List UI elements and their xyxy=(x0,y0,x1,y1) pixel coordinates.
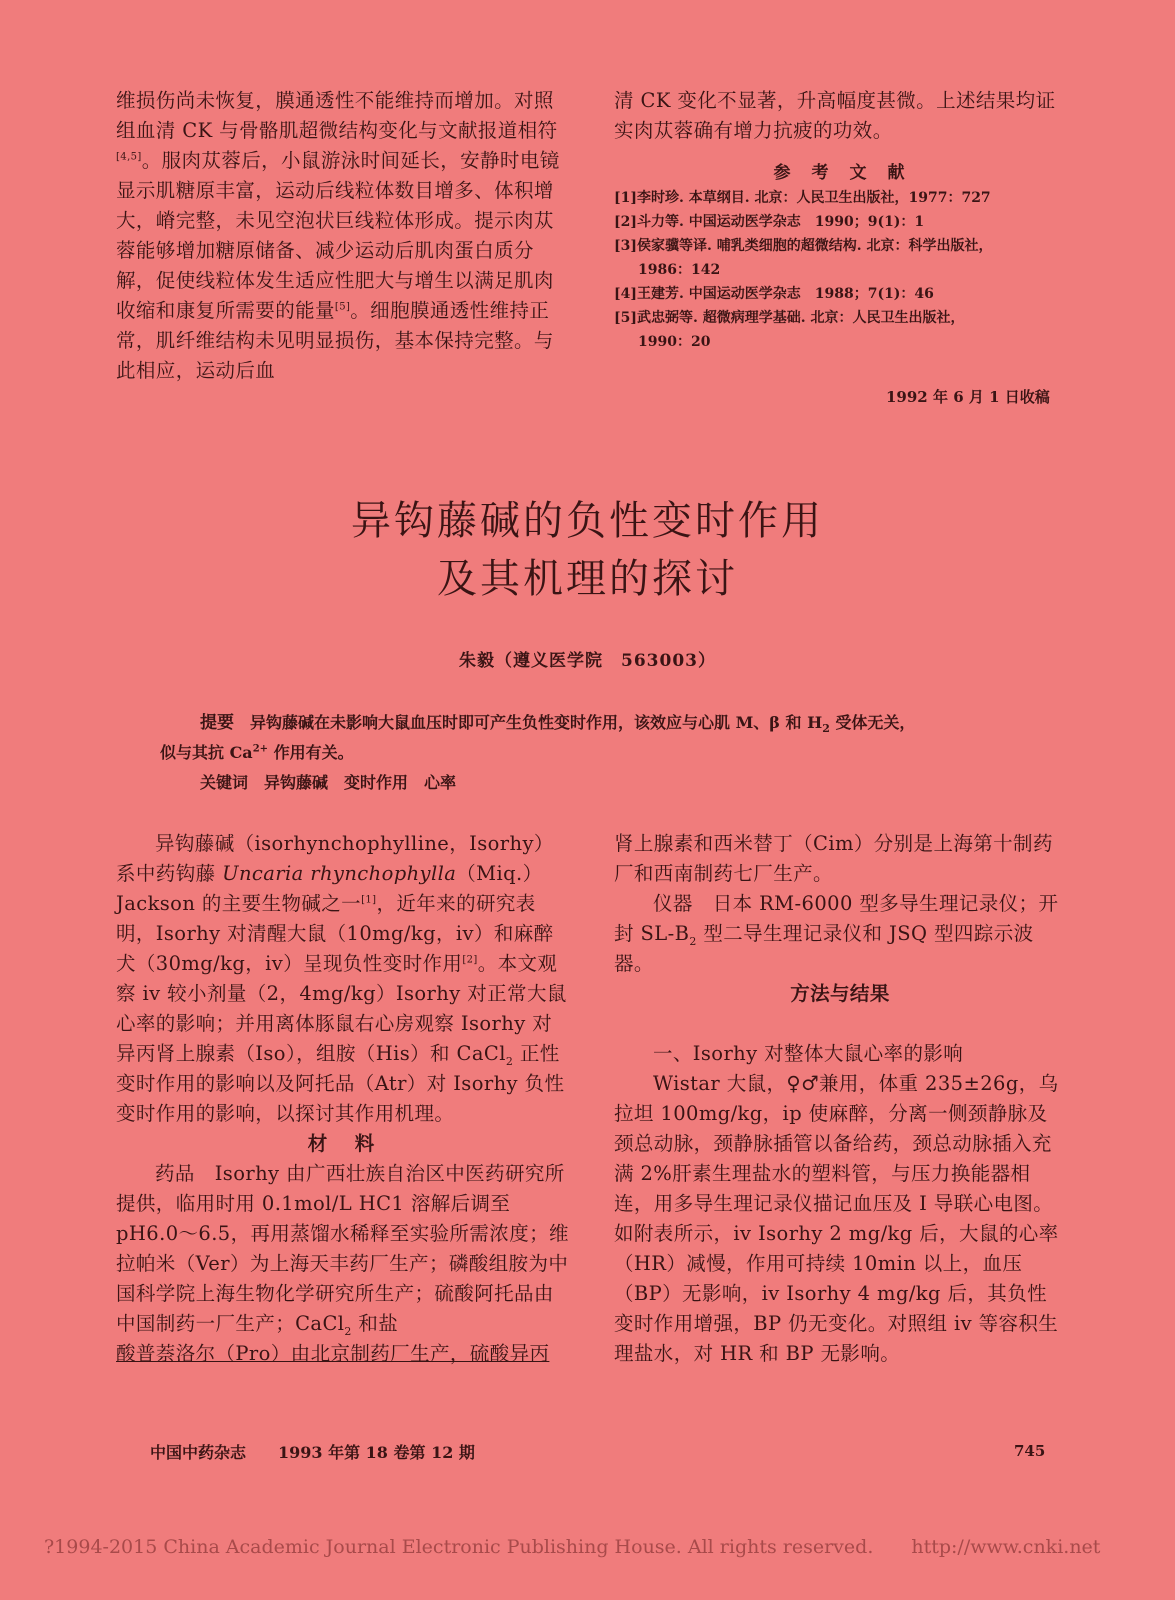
top-left-paragraph: 维损伤尚未恢复，膜通透性不能维持而增加。对照组血清 CK 与骨骼肌超微结构变化与文献报道相符[4,5]。服肉苁蓉后，小鼠游泳时间延长，安静时电镜显示肌糖原丰富，运动后线粒体数目增多、体积增大，嵴完整，未见空泡状巨线粒体形成。提示肉苁蓉能够增加糖原储备、减少运动后肌肉蛋白质分解，促使线粒体发生适应性肥大与增生以满足肌肉收缩和康复所需要的能量[5]。细胞膜通透性维持正常，肌纤维结构未见明显损伤，基本保持完整。与此相应，运动后血 xyxy=(116,89,560,382)
reference-item: [5]武忠弼等. 超微病理学基础. 北京：人民卫生出版社， xyxy=(614,310,965,326)
keywords-list: 异钩藤碱 变时作用 心率 xyxy=(264,773,457,792)
reference-item: [2]斗力等. 中国运动医学杂志 1990；9(1)：1 xyxy=(614,214,925,230)
keywords xyxy=(200,770,456,793)
body-right-column xyxy=(614,829,1066,1369)
keywords-label: 关键词 xyxy=(200,773,249,792)
top-left-column xyxy=(116,86,570,386)
body-left-column xyxy=(116,829,570,1369)
reference-item: [4]王建芳. 中国运动医学杂志 1988；7(1)：46 xyxy=(614,286,934,302)
article-title-line-1: 异钩藤碱的负性变时作用 xyxy=(351,498,824,544)
author-affiliation: 朱毅（遵义医学院 563003） xyxy=(459,651,716,671)
reference-item-continuation: 1986：142 xyxy=(638,262,721,278)
article-title-line-2: 及其机理的探讨 xyxy=(437,556,738,602)
subsection-heading: 一、Isorhy 对整体大鼠心率的影响 xyxy=(653,1042,964,1065)
materials-heading: 材 料 xyxy=(307,1132,379,1155)
intro-paragraph: 异钩藤碱（isorhynchophylline，Isorhy）系中药钩藤 Uncaria rhynchophylla（Miq.）Jackson 的主要生物碱之一[1]，近年来的研究表明，Isorhy 对清醒大鼠（10mg/kg，iv）和麻醉犬（30mg/kg，iv）呈现负性变时作用[2]。本文观察 iv 较小剂量（2，4mg/kg）Isorhy 对正常大鼠心率的影响；并用离体豚鼠右心房观察 Isorhy 对异丙肾上腺素（Iso），组胺（His）和 CaCl$_2$ 正性变时作用的影响以及阿托品（Atr）对 Isorhy 负性变时作用的影响，以探讨其作用机理。 xyxy=(116,832,567,1125)
reference-item: [1]李时珍. 本草纲目. 北京：人民卫生出版社，1977：727 xyxy=(614,190,991,206)
instruments-paragraph: 仪器 日本 RM-6000 型多导生理记录仪；开封 $SL-B_2$ 型二导生理记录仪和 JSQ 型四踪示波器。 xyxy=(614,892,1059,975)
continuation-paragraph: 肾上腺素和西米替丁（Cim）分别是上海第十制药厂和西南制药七厂生产。 xyxy=(614,832,1053,885)
methods-heading: 方法与结果 xyxy=(790,982,890,1005)
citation: [4,5] xyxy=(116,151,142,163)
page-number: 745 xyxy=(1014,1442,1046,1460)
abstract-label: 提要 xyxy=(200,713,234,733)
citation: [5] xyxy=(334,301,351,313)
citation: [2] xyxy=(462,954,478,966)
copyright-notice: ?1994-2015 China Academic Journal Electronic Publishing House. All rights reserved. http://www.cnki.net xyxy=(44,1536,1101,1558)
citation: [1] xyxy=(361,894,377,906)
reference-item: [3]侯家骥等译. 哺乳类细胞的超微结构. 北京：科学出版社， xyxy=(614,238,993,254)
received-date: 1992 年 6 月 1 日收稿 xyxy=(886,388,1050,406)
reference-list xyxy=(614,186,1074,354)
top-right-column xyxy=(614,86,1066,146)
references-heading: 参 考 文 献 xyxy=(773,163,907,183)
drugs-paragraph: 药品 Isorhy 由广西壮族自治区中医药研究所提供，临用时用 0.1mol/L HC1 溶解后调至 pH6.0～6.5，再用蒸馏水稀释至实验所需浓度；维拉帕米（Ver）为上海天丰药厂生产；磷酸组胺为中国科学院上海生物化学研究所生产；硫酸阿托品由中国制药一厂生产；CaCl$_2$ 和盐 xyxy=(116,1162,569,1338)
species-name: Uncaria rhynchophylla xyxy=(222,862,457,885)
abstract: 提要 异钩藤碱在未影响大鼠血压时即可产生负性变时作用，该效应与心肌 M、β 和 $H_2$ 受体无关， 似与其抗 $Ca^{2+}$ 作用有关。 xyxy=(160,713,916,762)
drugs-paragraph-last-line: 酸普萘洛尔（Pro）由北京制药厂生产，硫酸异丙 xyxy=(116,1342,550,1365)
reference-item-continuation: 1990：20 xyxy=(638,334,711,350)
journal-footer: 中国中药杂志 1993 年第 18 卷第 12 期 xyxy=(150,1443,475,1462)
top-right-paragraph: 清 CK 变化不显著，升高幅度甚微。上述结果均证实肉苁蓉确有增力抗疲的功效。 xyxy=(614,89,1056,142)
methods-paragraph: Wistar 大鼠，♀♂兼用，体重 235±26g，乌拉坦 100mg/kg，ip 使麻醉，分离一侧颈静脉及颈总动脉，颈静脉插管以备给药，颈总动脉插入充满 2%肝素生理盐水的塑料管，与压力换能器相连，用多导生理记录仪描记血压及 Ⅰ 导联心电图。如附表所示，iv Isorhy 2 mg/kg 后，大鼠的心率（HR）减慢，作用可持续 10min 以上，血压（BP）无影响，iv Isorhy 4 mg/kg 后，其负性变时作用增强，BP 仍无变化。对照组 iv 等容积生理盐水，对 HR 和 BP 无影响。 xyxy=(614,1072,1059,1365)
